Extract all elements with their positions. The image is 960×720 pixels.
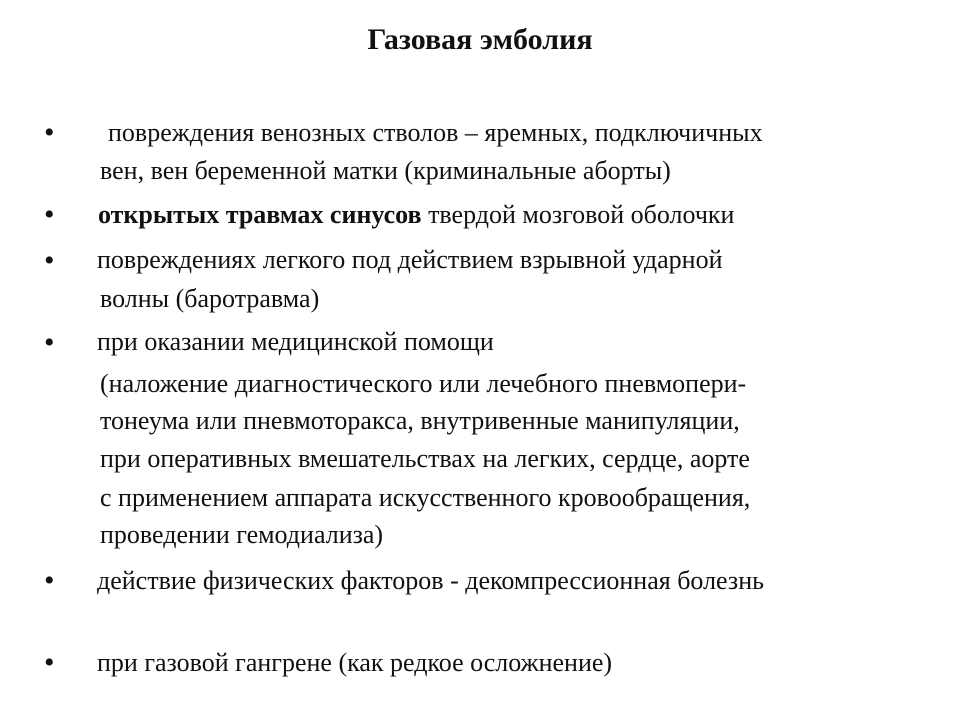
item-5-line: действие физических факторов - декомпрессионная болезнь (97, 566, 764, 595)
item-3-line-1: повреждениях легкого под действием взрывной ударной (97, 245, 723, 274)
item-2-line (98, 199, 734, 231)
bullet-icon: • (44, 326, 55, 359)
bullet-icon: • (44, 646, 55, 679)
bullet-icon: • (44, 564, 55, 597)
item-2-bold-text: открытых травмах синусов (98, 200, 422, 229)
item-4-line-5: с применением аппарата искусственного кровообращения, (100, 483, 751, 512)
item-4-line-3: тонеума или пневмоторакса, внутривенные манипуляции, (100, 406, 740, 435)
item-4-line-1: при оказании медицинской помощи (97, 327, 494, 356)
item-4-line-6: проведении гемодиализа) (100, 520, 384, 549)
bullet-icon: • (44, 244, 55, 277)
item-2-text: твердой мозговой оболочки (421, 200, 735, 229)
bullet-icon: • (44, 116, 55, 149)
item-1-line-1: повреждения венозных стволов – яремных, подключичных (108, 118, 763, 147)
item-1-line-2: вен, вен беременной матки (криминальные аборты) (100, 156, 671, 185)
item-3-line-2: волны (баротравма) (100, 284, 320, 313)
bullet-icon: • (44, 198, 55, 231)
item-4-line-2: (наложение диагностического или лечебного пневмопери- (100, 369, 747, 398)
item-6-line: при газовой гангрене (как редкое осложнение) (97, 648, 613, 677)
slide-title: Газовая эмболия (367, 23, 593, 56)
item-4-line-4: при оперативных вмешательствах на легких, сердце, аорте (100, 444, 750, 473)
